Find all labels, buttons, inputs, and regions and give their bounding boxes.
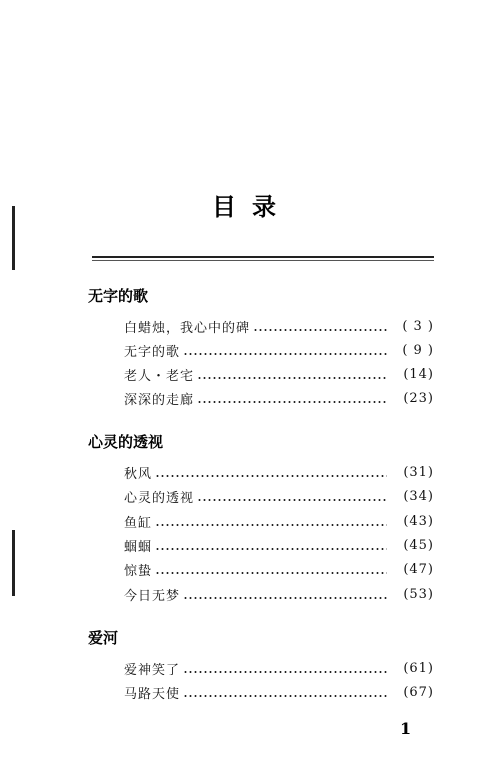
entry-page: ( 9 ) [402, 342, 434, 358]
entry-page: (67) [403, 684, 434, 700]
toc-entry[interactable] [124, 388, 434, 408]
toc-entry[interactable] [124, 535, 434, 555]
toc-entry[interactable] [124, 511, 434, 531]
dot-leader [155, 466, 387, 478]
binding-mark [12, 530, 15, 596]
section-heading: 无字的歌 [88, 287, 149, 305]
dot-leader [183, 588, 387, 600]
page-title: 目录 [212, 193, 292, 221]
entry-page: (61) [403, 660, 434, 676]
toc-entry[interactable] [124, 462, 434, 482]
entry-title: 老人・老宅 [124, 368, 195, 384]
dot-leader [197, 490, 387, 502]
entry-title: 深深的走廊 [124, 392, 195, 408]
section-heading: 爱河 [88, 629, 119, 647]
section-heading: 心灵的透视 [88, 433, 164, 451]
toc-entry[interactable] [124, 364, 434, 384]
dot-leader [155, 515, 387, 527]
entry-title: 今日无梦 [124, 588, 181, 604]
toc-entry[interactable] [124, 682, 434, 702]
entry-title: 白蜡烛，我心中的碑 [124, 320, 251, 336]
entry-title: 鱼缸 [124, 515, 153, 531]
dot-leader [155, 539, 387, 551]
dot-leader [197, 368, 387, 380]
toc-entry[interactable] [124, 316, 434, 336]
entry-title: 爱神笑了 [124, 662, 181, 678]
entry-page: ( 3 ) [402, 318, 434, 334]
title-rule [92, 256, 434, 258]
toc-entry[interactable] [124, 559, 434, 579]
entry-title: 马路天使 [124, 686, 181, 702]
entry-title: 秋风 [124, 466, 153, 482]
title-rule-thin [92, 260, 434, 261]
toc-entry[interactable] [124, 658, 434, 678]
entry-page: (47) [403, 561, 434, 577]
entry-title: 惊蛰 [124, 563, 153, 579]
entry-page: (43) [403, 513, 434, 529]
entry-page: (45) [403, 537, 434, 553]
dot-leader [183, 686, 387, 698]
entry-title: 心灵的透视 [124, 490, 195, 506]
dot-leader [183, 344, 387, 356]
entry-page: (23) [403, 390, 434, 406]
toc-entry[interactable] [124, 340, 434, 360]
dot-leader [183, 662, 387, 674]
dot-leader [197, 392, 387, 404]
entry-page: (31) [403, 464, 434, 480]
toc-entry[interactable] [124, 486, 434, 506]
entry-title: 无字的歌 [124, 344, 181, 360]
dot-leader [155, 563, 387, 575]
entry-page: (14) [403, 366, 434, 382]
dot-leader [253, 320, 387, 332]
page-number: 1 [400, 719, 412, 738]
entry-page: (53) [403, 586, 434, 602]
entry-title: 蝈蝈 [124, 539, 153, 555]
entry-page: (34) [403, 488, 434, 504]
toc-entry[interactable] [124, 584, 434, 604]
